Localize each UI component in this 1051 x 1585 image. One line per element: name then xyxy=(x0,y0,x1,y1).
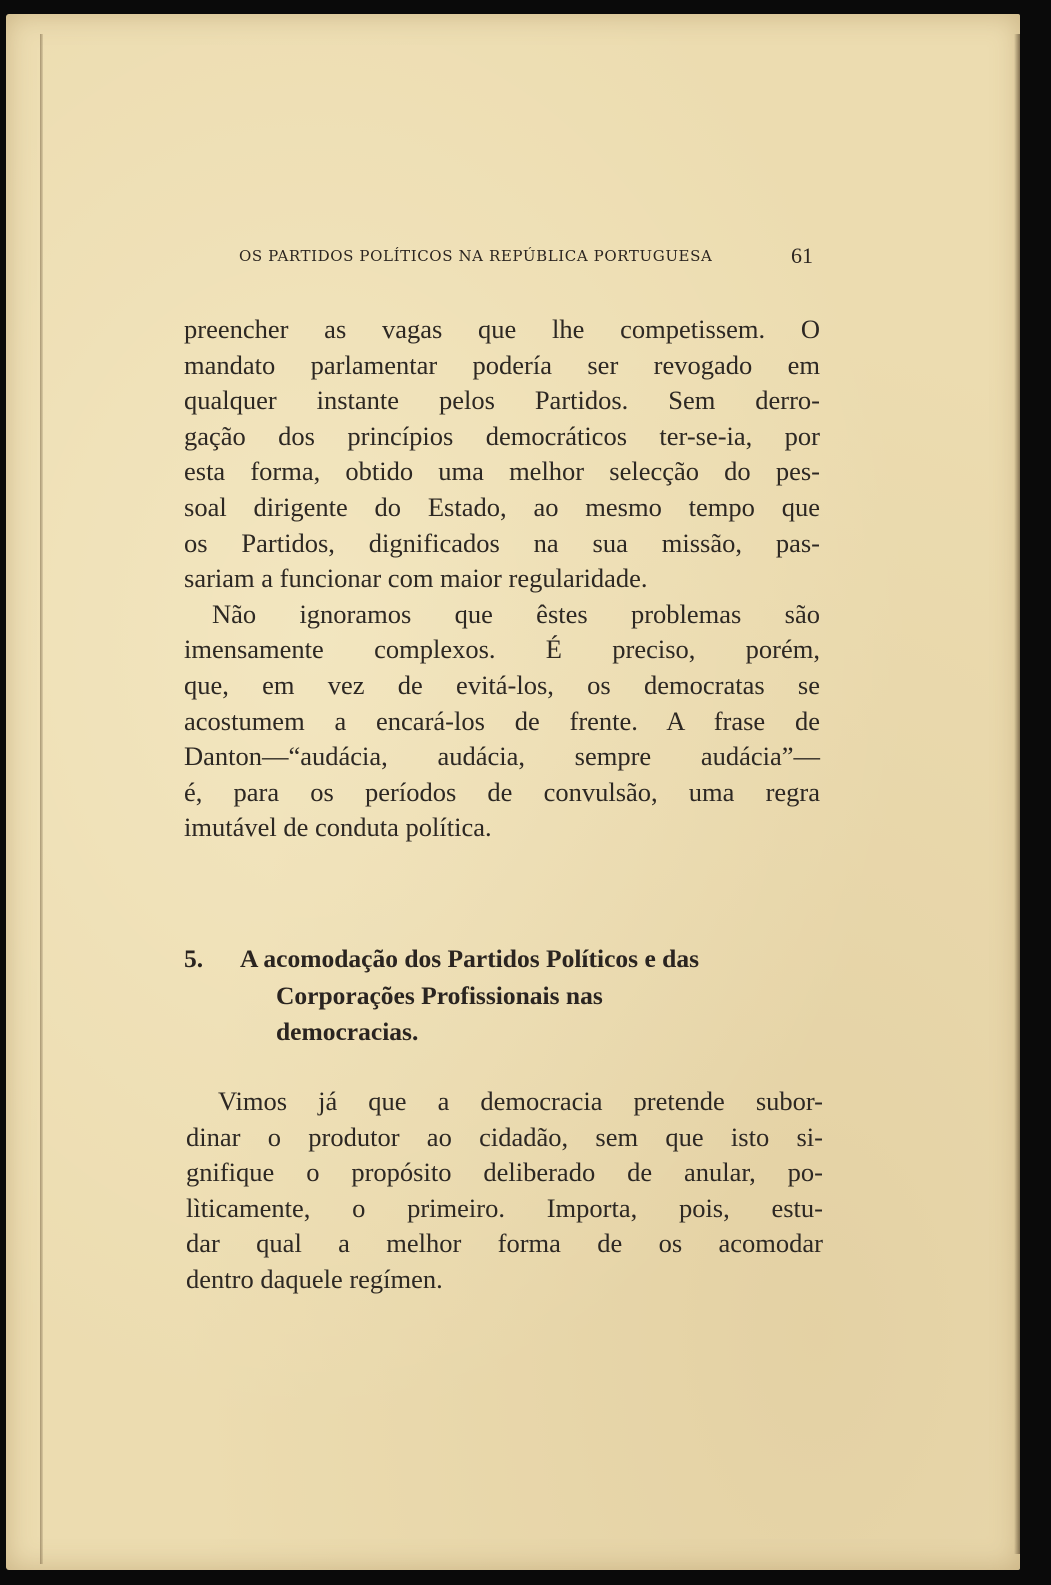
paragraph-1-line: soal dirigente do Estado, ao mesmo tempo que xyxy=(184,491,820,522)
paragraph-1-line: sariam a funcionar com maior regularidade. xyxy=(184,563,648,594)
paragraph-3-line: Vimos já que a democracia pretende subor- xyxy=(218,1086,823,1116)
paragraph-2-line: Danton—“audácia, audácia, sempre audácia”— xyxy=(184,741,820,772)
paragraph-3-line: dar qual a melhor forma de os acomodar xyxy=(186,1228,823,1259)
section-heading-line: Corporações Profissionais nas xyxy=(276,980,603,1010)
page-edge-shadow xyxy=(1014,34,1020,1554)
paragraph-1-line: mandato parlamentar podería ser revogado em xyxy=(184,349,820,380)
section-heading-line: A acomodação dos Partidos Políticos e das xyxy=(240,944,699,973)
paragraph-1-line: esta forma, obtido uma melhor selecção do pes- xyxy=(184,456,820,487)
paragraph-3-line: dinar o produtor ao cidadão, sem que isto si- xyxy=(186,1121,823,1152)
paragraph-3-line: gnifique o propósito deliberado de anular, po- xyxy=(186,1157,823,1188)
paragraph-1-line: gação dos princípios democráticos ter-se-ia, por xyxy=(184,420,820,451)
page-spine-shadow xyxy=(40,34,43,1564)
paragraph-1-line: os Partidos, dignificados na sua missão, pas- xyxy=(184,527,820,558)
body-text-lower xyxy=(186,1084,823,1298)
paragraph-2-line: que, em vez de evitá-los, os democratas se xyxy=(184,669,820,700)
paragraph-3-line: dentro daquele regímen. xyxy=(186,1263,443,1294)
paragraph-1-line: qualquer instante pelos Partidos. Sem derro- xyxy=(184,385,820,416)
paragraph-3-line: lìticamente, o primeiro. Importa, pois, estu- xyxy=(186,1192,823,1223)
paragraph-2-line: imensamente complexos. É preciso, porém, xyxy=(184,634,820,665)
page-number: 61 xyxy=(791,243,813,268)
running-head xyxy=(239,245,829,271)
paragraph-1-line: preencher as vagas que lhe competissem. O xyxy=(184,314,820,344)
paragraph-2-line: imutável de conduta política. xyxy=(184,812,492,843)
section-number: 5. xyxy=(184,944,204,973)
section-heading-line: democracias. xyxy=(276,1017,419,1046)
paragraph-2-line: Não ignoramos que êstes problemas são xyxy=(212,598,820,629)
running-head-title: OS PARTIDOS POLÍTICOS NA REPÚBLICA PORTUGUESA xyxy=(239,247,713,265)
paragraph-2-line: acostumem a encará-los de frente. A frase de xyxy=(184,705,820,736)
section-heading xyxy=(184,941,824,1051)
body-text-upper xyxy=(184,312,820,846)
paragraph-2-line: é, para os períodos de convulsão, uma regra xyxy=(184,776,820,807)
book-page xyxy=(6,14,1020,1570)
